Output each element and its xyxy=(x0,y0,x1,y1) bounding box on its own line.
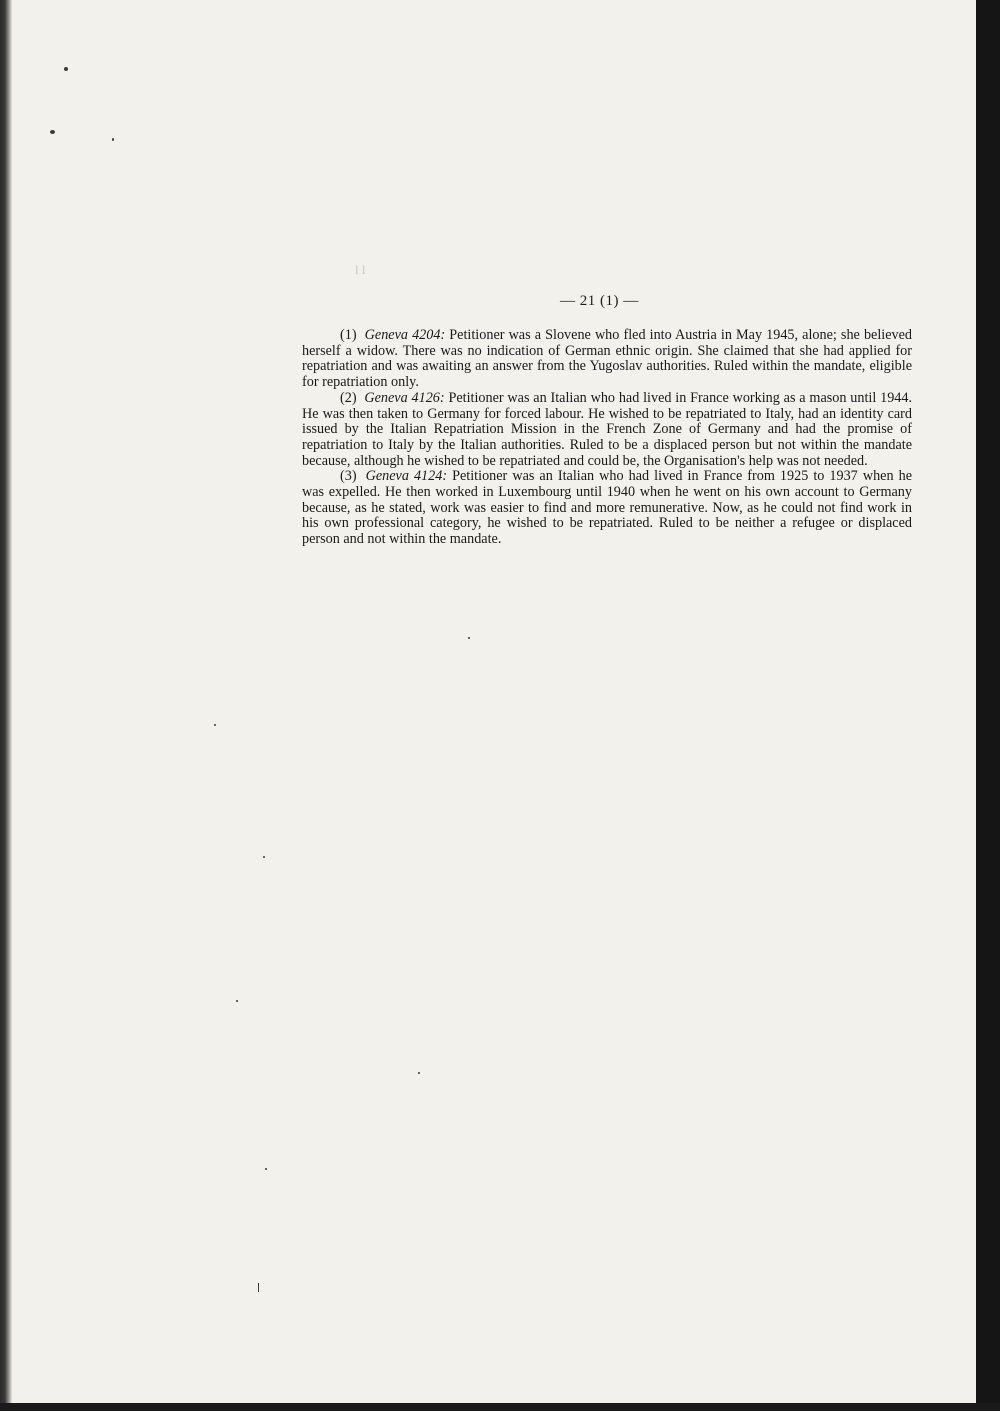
dust-speck xyxy=(214,724,216,726)
case-reference: Geneva 4204: xyxy=(364,327,446,343)
entry-text: Petitioner was a Slovene who fled into Austria in May 1945, alone; she believed herself a widow. There was no indication of German ethnic origin. She claimed that she had applied for repatriation and was awaiting an answer from the Yugoslav authorities. Ruled within the mandate, eligible for repatriation only. xyxy=(302,327,913,391)
dust-speck xyxy=(64,67,68,71)
scan-border-bottom xyxy=(0,1403,1000,1411)
page-number: — 21 (1) — xyxy=(560,293,639,309)
faint-mark: l l xyxy=(355,262,366,277)
dust-speck xyxy=(263,856,265,858)
case-reference: Geneva 4124: xyxy=(365,468,448,485)
dust-speck xyxy=(50,130,55,134)
dust-speck xyxy=(418,1072,420,1074)
binding-edge xyxy=(0,0,12,1411)
body-text xyxy=(302,328,912,548)
entry-number: (3) xyxy=(340,468,357,485)
dust-speck xyxy=(236,1000,238,1002)
case-entry xyxy=(302,328,912,391)
dust-speck xyxy=(468,637,470,639)
dust-speck xyxy=(258,1283,259,1292)
case-entry xyxy=(302,391,912,470)
case-reference: Geneva 4126: xyxy=(364,389,445,406)
dust-speck xyxy=(112,138,114,141)
entry-number: (1) xyxy=(340,327,357,343)
entry-text: Petitioner was an Italian who had lived in France working as a mason until 1944. He was then taken to Germany for forced labour. He wished to be repatriated to Italy, had an identity card issued by the Italian Repatriation Mission in the French Zone of Germany and had the promise of repatriation to Italy by the Italian authorities. Ruled to be a displaced person but not within the mandate because, although he wished to be repatriated and could be, the Organisation's help was not needed. xyxy=(302,389,913,469)
entry-number: (2) xyxy=(340,389,357,406)
entry-text: Petitioner was an Italian who had lived in France from 1925 to 1937 when he was expelled. He then worked in Luxembourg until 1940 when he went on his own account to Germany because, as he stated, work was easier to find and more remunerative. Now, as he could not find work in his own professional category, he wished to be repatriated. Ruled to be neither a refugee or displaced person and not within the mandate. xyxy=(302,468,912,548)
dust-speck xyxy=(265,1168,267,1170)
scan-border-right xyxy=(976,0,1000,1411)
case-entry xyxy=(302,469,912,548)
